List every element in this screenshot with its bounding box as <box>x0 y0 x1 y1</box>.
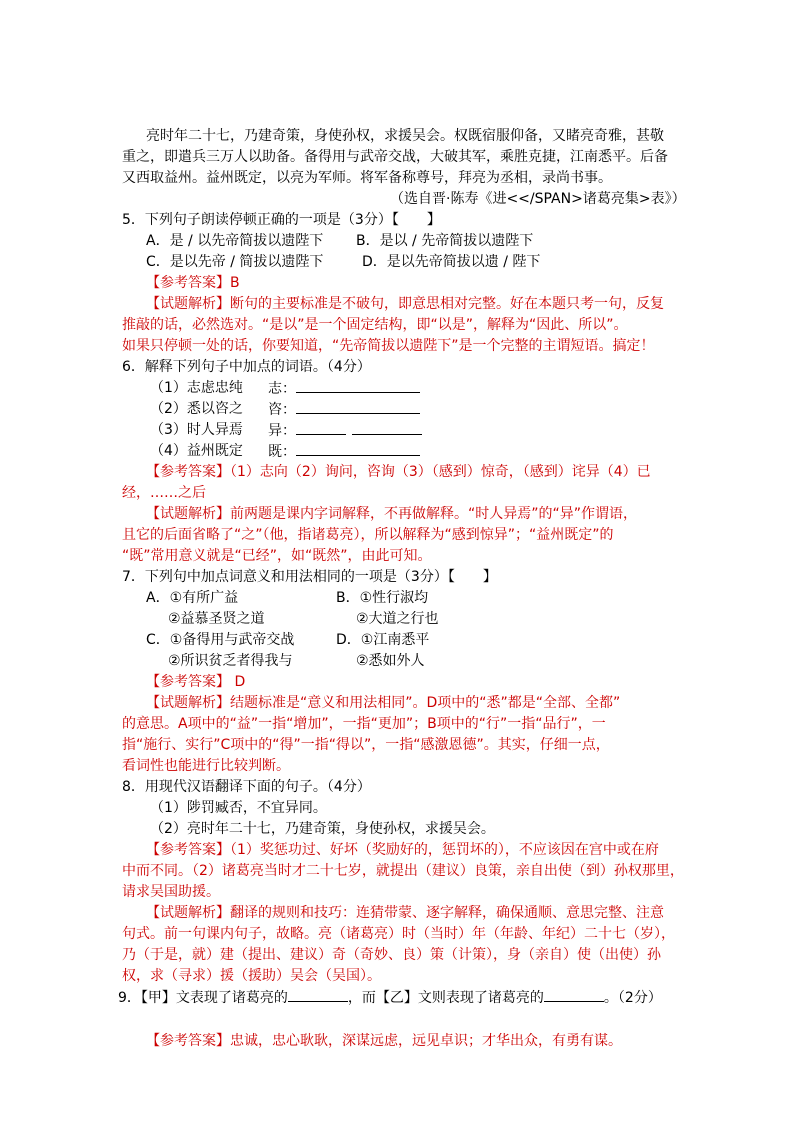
q6-item-sentence: （3）时人异焉 <box>150 422 243 438</box>
q5-option-c: C．是以先帝 / 简拔以遗陛下 <box>146 254 324 270</box>
passage-source: （选自晋·陈寿《进<</SPAN>诸葛亮集>表》） <box>390 191 686 207</box>
q7-analysis: 指“施行、实行”C项中的“得”一指“得以”，一指“感激恩德”。其实，仔细一点， <box>122 737 610 753</box>
answer-blank <box>544 987 604 1002</box>
q5-answer: 【参考答案】B <box>146 275 240 291</box>
q5-analysis: 推敲的话，必然选对。“是以”是一个固定结构，即“以是”，解释为“因此、所以”。 <box>122 317 628 333</box>
q8-answer: 请求吴国助援。 <box>122 884 220 900</box>
answer-blank <box>296 399 420 414</box>
q6-item-sentence: （4）益州既定 <box>150 443 243 459</box>
q7-option-a1: A．①有所广益 <box>146 590 239 606</box>
q9-stem-part: 。（2分） <box>603 990 662 1006</box>
q7-option-b2: ②大道之行也 <box>356 611 439 627</box>
q8-analysis: 句式。前一句课内句子，故略。亮（诸葛亮）时（当时）年（年龄、年纪）二十七（岁）， <box>122 926 675 942</box>
passage-line: 又西取益州。益州既定，以亮为军师。将军备称尊号，拜亮为丞相，录尚书事。 <box>122 170 612 186</box>
passage-line: 重之，即遣兵三万人以助备。备得用与武帝交战，大破其军，乘胜克捷，江南悉平。后备 <box>122 149 668 165</box>
q6-answer: 【参考答案】（1）志向（2）询问，咨询（3）（感到）惊奇，（感到）诧异（4）已 <box>146 464 651 480</box>
q5-analysis: 如果只停顿一处的话，你要知道，“先帝简拔以遗陛下”是一个完整的主谓短语。搞定！ <box>122 338 655 354</box>
q6-item-word-label: 异： <box>268 423 296 439</box>
question-5-stem: 5．下列句子朗读停顿正确的一项是（3分）【 】 <box>122 212 441 228</box>
q6-analysis: “既”常用意义就是“已经”，如“既然”，由此可知。 <box>122 548 432 564</box>
q7-answer: 【参考答案】 D <box>146 674 246 690</box>
answer-blank <box>352 420 422 435</box>
answer-blank <box>288 987 348 1002</box>
q7-option-c1: C．①备得用与武帝交战 <box>146 632 295 648</box>
q8-sentence-1: （1）陟罚臧否，不宜异同。 <box>150 800 327 816</box>
q7-analysis: 的意思。A项中的“益”一指“增加”，一指“更加”；B项中的“行”一指“品行”，一 <box>122 716 606 732</box>
q5-option-d: D．是以先帝简拔以遗 / 陛下 <box>362 254 541 270</box>
q7-option-a2: ②益慕圣贤之道 <box>168 611 265 627</box>
q8-answer: 中而不同。（2）诸葛亮当时才二十七岁，就提出（建议）良策，亲自出使（到）孙权那里， <box>122 863 684 879</box>
question-8-stem: 8．用现代汉语翻译下面的句子。（4分） <box>122 779 371 795</box>
q9-answer: 【参考答案】忠诚，忠心耿耿，深谋远虑，远见卓识；才华出众，有勇有谋。 <box>146 1033 622 1049</box>
q8-answer: 【参考答案】（1）奖惩功过、好坏（奖励好的，惩罚坏的），不应该因在宫中或在府 <box>146 842 659 858</box>
question-6-stem: 6．解释下列句子中加点的词语。（4分） <box>122 359 371 375</box>
q7-analysis: 【试题解析】结题标准是“意义和用法相同”。D项中的“悉”都是“全部、全都” <box>146 695 621 711</box>
q6-item-sentence: （2）悉以咨之 <box>150 401 243 417</box>
q6-item-word <box>268 378 420 399</box>
q7-option-b1: B．①性行淑均 <box>336 590 429 606</box>
q5-option-a: A．是 / 以先帝简拔以遗陛下 <box>146 233 324 249</box>
q9-stem-part: 9．【甲】文表现了诸葛亮的 <box>118 990 288 1006</box>
q6-item-sentence: （1）志虑忠纯 <box>150 380 243 396</box>
answer-blank <box>296 420 346 435</box>
q7-analysis: 看词性也能进行比较判断。 <box>122 758 290 774</box>
q8-analysis: 乃（于是，就）建（提出、建议）奇（奇妙、良）策（计策），身（亲自）使（出使）孙 <box>122 947 661 963</box>
answer-blank <box>296 378 420 393</box>
question-9-stem <box>118 987 662 1009</box>
q7-option-d2: ②悉如外人 <box>356 653 425 669</box>
q6-item-word <box>268 420 422 441</box>
q8-sentence-2: （2）亮时年二十七，乃建奇策，身使孙权，求援吴会。 <box>150 821 495 837</box>
q7-option-c2: ②所识贫乏者得我与 <box>168 653 293 669</box>
q9-stem-part: ，而【乙】文则表现了诸葛亮的 <box>347 990 544 1006</box>
q5-analysis: 【试题解析】断句的主要标准是不破句，即意思相对完整。好在本题只考一句，反复 <box>146 296 664 312</box>
q5-option-b: B．是以 / 先帝简拔以遗陛下 <box>356 233 534 249</box>
q6-answer: 经，……之后 <box>122 485 206 501</box>
q6-item-word-label: 志： <box>268 381 296 397</box>
q8-analysis: 【试题解析】翻译的规则和技巧：连猜带蒙、逐字解释，确保通顺、意思完整、注意 <box>146 905 664 921</box>
answer-blank <box>296 441 420 456</box>
q8-analysis: 权，求（寻求）援（援助）吴会（吴国）。 <box>122 968 381 984</box>
passage-line: 亮时年二十七，乃建奇策，身使孙权，求援吴会。权既宿服仰备，又睹亮奇雅，甚敬 <box>146 128 664 144</box>
q6-item-word-label: 既： <box>268 444 296 460</box>
q6-analysis: 【试题解析】前两题是课内字词解释，不再做解释。“时人异焉”的“异”作谓语， <box>146 506 638 522</box>
q6-item-word <box>268 399 420 420</box>
question-7-stem: 7．下列句中加点词意义和用法相同的一项是（3分）【 】 <box>122 569 497 585</box>
q7-option-d1: D．①江南悉平 <box>336 632 430 648</box>
q6-item-word <box>268 441 420 462</box>
q6-analysis: 且它的后面省略了“之”（他，指诸葛亮），所以解释为“感到惊异”；“益州既定”的 <box>122 527 614 543</box>
q6-item-word-label: 咨： <box>268 402 296 418</box>
